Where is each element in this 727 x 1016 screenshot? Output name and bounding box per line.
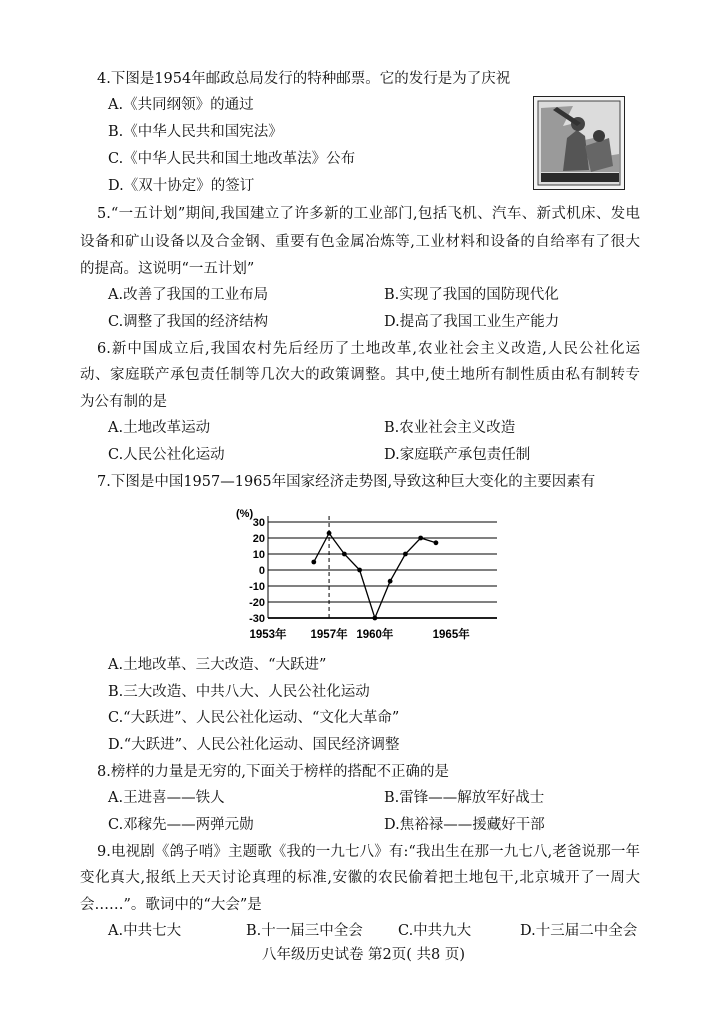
chart-points bbox=[311, 531, 438, 621]
chart-x-tick-label: 1957年 bbox=[310, 629, 348, 641]
q6-option-a: A.土地改革运动 bbox=[108, 420, 211, 436]
chart-point bbox=[372, 616, 377, 621]
q9-option-d: D.十三届二中全会 bbox=[520, 923, 638, 939]
q5-option-a: A.改善了我国的工业布局 bbox=[108, 287, 269, 303]
q8-option-c: C.邓稼先——两弹元勋 bbox=[108, 817, 254, 833]
q8-stem: 8.榜样的力量是无穷的,下面关于榜样的搭配不正确的是 bbox=[97, 764, 449, 780]
q9-line-3: 会……”。歌词中的“大会”是 bbox=[80, 897, 262, 913]
chart-y-tick-label: 20 bbox=[252, 533, 265, 545]
q6-line-3: 为公有制的是 bbox=[80, 394, 167, 410]
chart-y-tick-label: -20 bbox=[249, 597, 265, 609]
q5-option-b: B.实现了我国的国防现代化 bbox=[384, 287, 559, 303]
page-footer: 八年级历史试卷 第2页( 共8 页) bbox=[261, 947, 466, 963]
chart-y-tick-label: -10 bbox=[249, 581, 265, 593]
q6-option-d: D.家庭联产承包责任制 bbox=[384, 447, 531, 463]
chart-y-tick-label: 0 bbox=[258, 565, 265, 577]
stamp-image bbox=[533, 96, 625, 190]
chart-point bbox=[342, 552, 347, 557]
chart-point bbox=[388, 579, 393, 584]
q4-option-b: B.《中华人民共和国宪法》 bbox=[108, 124, 283, 140]
q9-option-a: A.中共七大 bbox=[108, 923, 182, 939]
chart-x-tick-label: 1960年 bbox=[356, 629, 394, 641]
chart-y-tick-label: -30 bbox=[249, 613, 265, 625]
chart-point bbox=[327, 531, 332, 536]
chart-x-ticks bbox=[249, 627, 470, 641]
chart-y-tick-label: 10 bbox=[252, 549, 265, 561]
q8-option-a: A.王进喜——铁人 bbox=[108, 790, 225, 806]
q5-option-c: C.调整了我国的经济结构 bbox=[108, 314, 269, 330]
q5-line-2: 设备和矿山设备以及合金钢、重要有色金属冶炼等,工业材料和设备的自给率有了很大 bbox=[80, 234, 640, 250]
chart-point bbox=[311, 560, 316, 565]
q5-line-1: 5.“一五计划”期间,我国建立了许多新的工业部门,包括飞机、汽车、新式机床、发电 bbox=[97, 206, 640, 222]
chart-point bbox=[434, 540, 439, 545]
chart-point bbox=[357, 568, 362, 573]
economy-trend-chart bbox=[230, 500, 505, 650]
q9-option-b: B.十一届三中全会 bbox=[246, 923, 363, 939]
chart-x-tick-label: 1953年 bbox=[249, 629, 287, 641]
q8-option-b: B.雷锋——解放军好战士 bbox=[384, 790, 545, 806]
chart-y-tick-label: 30 bbox=[252, 517, 265, 529]
q6-line-1: 6.新中国成立后,我国农村先后经历了土地改革,农业社会主义改造,人民公社化运 bbox=[97, 341, 640, 357]
q9-line-2: 变化真大,报纸上天天讨论真理的标准,安徽的农民偷着把土地包干,北京城开了一周大 bbox=[80, 870, 640, 886]
chart-y-ticks bbox=[249, 517, 265, 625]
chart-point bbox=[418, 536, 423, 541]
chart-ylabel: (%) bbox=[236, 508, 254, 520]
chart-grid bbox=[268, 516, 497, 618]
q4-option-c: C.《中华人民共和国土地改革法》公布 bbox=[108, 151, 356, 167]
q7-option-b: B.三大改造、中共八大、人民公社化运动 bbox=[108, 684, 370, 700]
q9-line-1: 9.电视剧《鸽子哨》主题歌《我的一九七八》有:“我出生在那一九七八,老爸说那一年 bbox=[97, 844, 640, 860]
chart-x-tick-label: 1965年 bbox=[432, 629, 470, 641]
q5-line-3: 的提高。这说明“一五计划” bbox=[80, 261, 255, 277]
q7-option-c: C.“大跃进”、人民公社化运动、“文化大革命” bbox=[108, 710, 400, 726]
q8-option-d: D.焦裕禄——援藏好干部 bbox=[384, 817, 545, 833]
q7-stem: 7.下图是中国1957—1965年国家经济走势图,导致这种巨大变化的主要因素有 bbox=[97, 474, 596, 490]
q6-option-c: C.人民公社化运动 bbox=[108, 447, 225, 463]
q6-line-2: 动、家庭联产承包责任制等几次大的政策调整。其中,使土地所有制性质由私有制转专 bbox=[80, 367, 640, 383]
chart-series-line bbox=[314, 533, 436, 618]
q7-option-d: D.“大跃进”、人民公社化运动、国民经济调整 bbox=[108, 737, 400, 753]
q4-option-a: A.《共同纲领》的通过 bbox=[108, 97, 254, 113]
q6-option-b: B.农业社会主义改造 bbox=[384, 420, 516, 436]
chart-point bbox=[403, 552, 408, 557]
q9-option-c: C.中共九大 bbox=[398, 923, 472, 939]
q5-option-d: D.提高了我国工业生产能力 bbox=[384, 314, 560, 330]
q7-option-a: A.土地改革、三大改造、“大跃进” bbox=[108, 657, 327, 673]
q4-stem: 4.下图是1954年邮政总局发行的特种邮票。它的发行是为了庆祝 bbox=[97, 71, 511, 87]
q4-option-d: D.《双十协定》的签订 bbox=[108, 178, 255, 194]
